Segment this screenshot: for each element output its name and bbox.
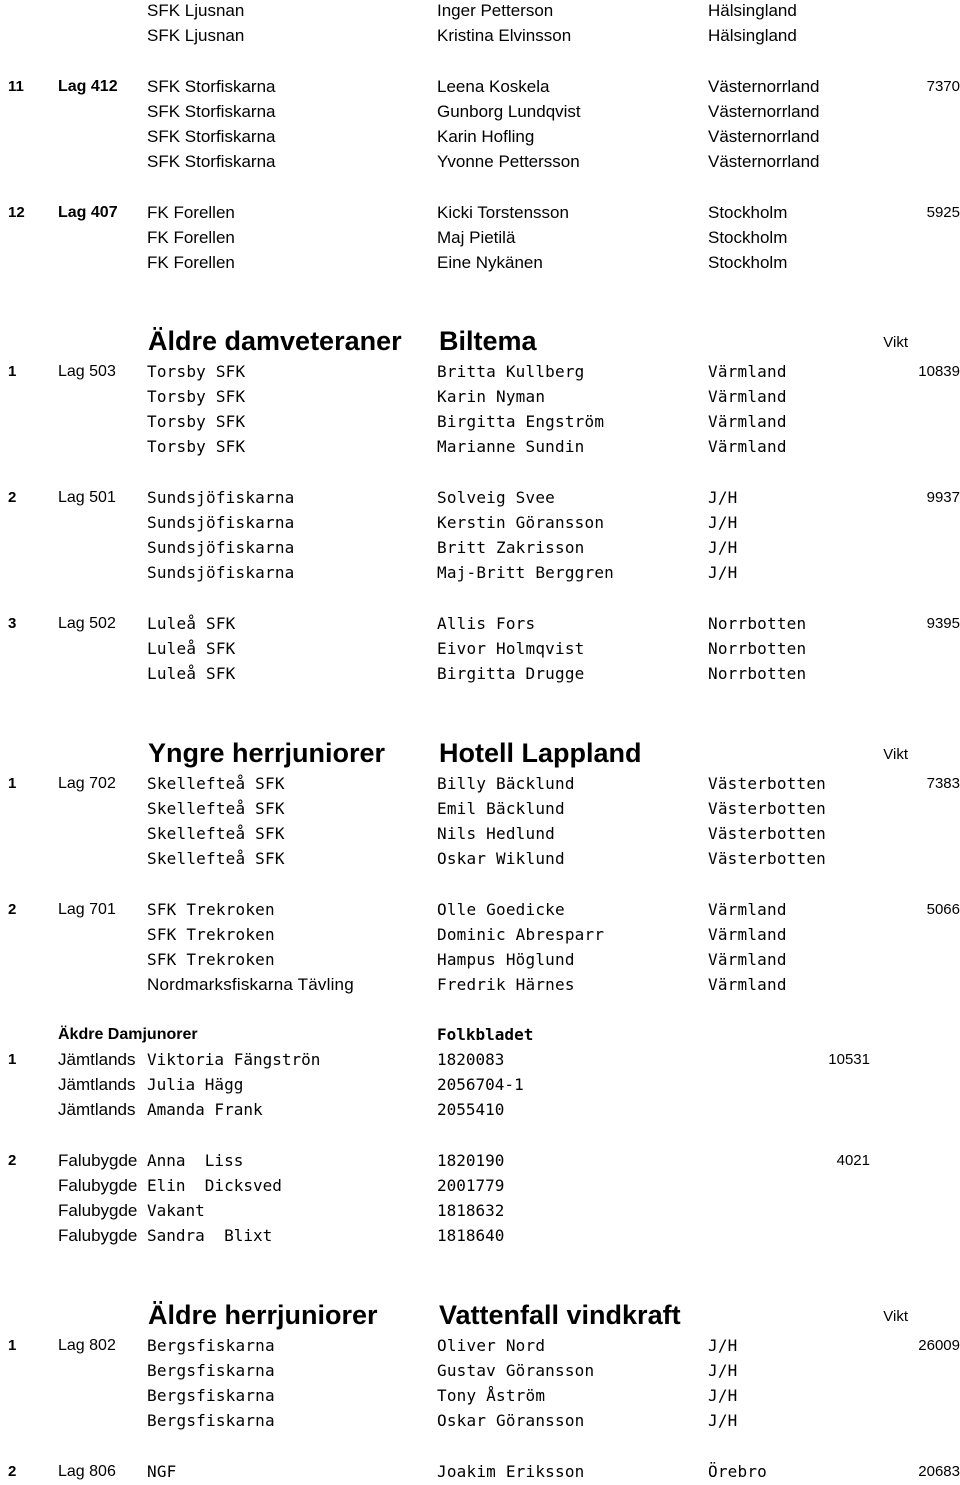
team-cell: Jämtlands xyxy=(58,1075,136,1094)
rank-cell: 2 xyxy=(8,1463,17,1480)
name-cell: Anna Liss xyxy=(147,1151,244,1170)
name-cell: Nils Hedlund xyxy=(437,824,555,843)
weight-cell: 4021 xyxy=(836,1152,870,1169)
name-cell: Olle Goedicke xyxy=(437,900,565,919)
district-cell: Stockholm xyxy=(708,203,788,222)
district-cell: Västernorrland xyxy=(708,152,820,171)
district-cell: Västerbotten xyxy=(708,799,826,818)
club-cell: SFK Trekroken xyxy=(147,925,275,944)
club-cell: Luleå SFK xyxy=(147,664,236,683)
club-cell: Bergsfiskarna xyxy=(147,1386,275,1405)
weight-cell: 26009 xyxy=(918,1337,960,1354)
team-cell: Lag 503 xyxy=(58,363,116,380)
club-cell: Bergsfiskarna xyxy=(147,1361,275,1380)
club-cell: Nordmarksfiskarna Tävling xyxy=(147,975,354,994)
district-cell: Norrbotten xyxy=(708,664,807,683)
district-cell: Västernorrland xyxy=(708,77,820,96)
team-cell: Falubygde xyxy=(58,1201,138,1220)
name-cell: Birgitta Engström xyxy=(437,412,605,431)
district-cell: Värmland xyxy=(708,387,787,406)
weight-cell: 5066 xyxy=(926,901,960,918)
district-cell: Norrbotten xyxy=(708,639,807,658)
name-cell: Gunborg Lundqvist xyxy=(437,102,581,121)
table-row xyxy=(0,949,960,973)
table-row xyxy=(0,613,960,637)
club-cell: Torsby SFK xyxy=(147,362,246,381)
category-title: Äldre damveteraner xyxy=(148,326,402,356)
district-cell: J/H xyxy=(708,1411,738,1430)
team-cell: Falubygde xyxy=(58,1226,138,1245)
team-cell: Lag 701 xyxy=(58,901,116,918)
table-row xyxy=(0,562,960,586)
club-cell: Torsby SFK xyxy=(147,437,246,456)
club-cell: NGF xyxy=(147,1462,177,1481)
table-row xyxy=(0,252,960,276)
name-cell: Allis Fors xyxy=(437,614,536,633)
club-cell: SFK Storfiskarna xyxy=(147,77,276,96)
table-row xyxy=(0,537,960,561)
club-cell: Skellefteå SFK xyxy=(147,774,285,793)
district-cell: J/H xyxy=(708,1336,738,1355)
weight-cell: 20683 xyxy=(918,1463,960,1480)
name-cell: Yvonne Pettersson xyxy=(437,152,580,171)
rank-cell: 3 xyxy=(8,615,17,632)
weight-cell: 5925 xyxy=(926,204,960,221)
club-cell: SFK Trekroken xyxy=(147,950,275,969)
club-cell: Skellefteå SFK xyxy=(147,799,285,818)
table-row xyxy=(0,974,960,998)
category-title: Äkdre Damjunorer xyxy=(58,1026,198,1043)
table-row xyxy=(0,126,960,150)
district-cell: Värmland xyxy=(708,362,787,381)
sponsor-title: Vattenfall vindkraft xyxy=(439,1300,681,1330)
rank-cell: 1 xyxy=(8,1337,17,1354)
name-cell: Gustav Göransson xyxy=(437,1361,595,1380)
name-cell: Marianne Sundin xyxy=(437,437,585,456)
name-cell: Tony Åström xyxy=(437,1386,546,1405)
district-cell: Hälsingland xyxy=(708,1,797,20)
rank-cell: 1 xyxy=(8,775,17,792)
weight-cell: 10531 xyxy=(828,1051,870,1068)
table-row xyxy=(0,1049,960,1073)
name-cell: Julia Hägg xyxy=(147,1075,244,1094)
table-row xyxy=(0,1175,960,1199)
district-cell: Västernorrland xyxy=(708,127,820,146)
rank-cell: 11 xyxy=(8,78,24,95)
section-header xyxy=(0,735,960,771)
club-cell: Skellefteå SFK xyxy=(147,849,285,868)
name-cell: Dominic Abresparr xyxy=(437,925,605,944)
license-cell: 1820190 xyxy=(437,1151,505,1170)
table-row xyxy=(0,0,960,24)
table-row xyxy=(0,1225,960,1249)
table-row xyxy=(0,638,960,662)
team-cell: Lag 412 xyxy=(58,78,118,95)
table-row xyxy=(0,924,960,948)
club-cell: Sundsjöfiskarna xyxy=(147,513,295,532)
table-row xyxy=(0,202,960,226)
club-cell: Sundsjöfiskarna xyxy=(147,488,295,507)
rank-cell: 2 xyxy=(8,901,17,918)
name-cell: Kicki Torstensson xyxy=(437,203,569,222)
table-row xyxy=(0,411,960,435)
rank-cell: 2 xyxy=(8,1152,17,1169)
table-row xyxy=(0,1074,960,1098)
district-cell: Värmland xyxy=(708,950,787,969)
rank-cell: 12 xyxy=(8,204,25,221)
club-cell: Sundsjöfiskarna xyxy=(147,538,295,557)
name-cell: Oskar Wiklund xyxy=(437,849,565,868)
name-cell: Leena Koskela xyxy=(437,77,550,96)
section-header xyxy=(0,1024,960,1048)
name-cell: Joakim Eriksson xyxy=(437,1462,585,1481)
weight-header: Vikt xyxy=(883,1308,908,1325)
table-row xyxy=(0,25,960,49)
license-cell: 1820083 xyxy=(437,1050,505,1069)
team-cell: Lag 802 xyxy=(58,1337,116,1354)
club-cell: Bergsfiskarna xyxy=(147,1411,275,1430)
name-cell: Emil Bäcklund xyxy=(437,799,565,818)
district-cell: Västernorrland xyxy=(708,102,820,121)
name-cell: Maj Pietilä xyxy=(437,228,516,247)
name-cell: Vakant xyxy=(147,1201,205,1220)
weight-header: Vikt xyxy=(883,334,908,351)
name-cell: Sandra Blixt xyxy=(147,1226,273,1245)
license-cell: 1818640 xyxy=(437,1226,505,1245)
name-cell: Oliver Nord xyxy=(437,1336,546,1355)
table-row xyxy=(0,1200,960,1224)
rank-cell: 1 xyxy=(8,363,17,380)
name-cell: Maj-Britt Berggren xyxy=(437,563,614,582)
district-cell: Värmland xyxy=(708,900,787,919)
category-title: Äldre herrjuniorer xyxy=(148,1300,378,1330)
district-cell: Stockholm xyxy=(708,253,788,272)
district-cell: J/H xyxy=(708,563,738,582)
weight-cell: 9937 xyxy=(926,489,960,506)
table-row xyxy=(0,151,960,175)
license-cell: 1818632 xyxy=(437,1201,505,1220)
license-cell: 2001779 xyxy=(437,1176,505,1195)
weight-cell: 7383 xyxy=(926,775,960,792)
club-cell: SFK Storfiskarna xyxy=(147,102,276,121)
weight-cell: 7370 xyxy=(926,78,960,95)
team-cell: Falubygde xyxy=(58,1151,138,1170)
name-cell: Karin Hofling xyxy=(437,127,535,146)
club-cell: Luleå SFK xyxy=(147,639,236,658)
district-cell: J/H xyxy=(708,1386,738,1405)
district-cell: Stockholm xyxy=(708,228,788,247)
club-cell: Sundsjöfiskarna xyxy=(147,563,295,582)
name-cell: Britta Kullberg xyxy=(437,362,585,381)
district-cell: Värmland xyxy=(708,412,787,431)
table-row xyxy=(0,1335,960,1359)
name-cell: Amanda Frank xyxy=(147,1100,263,1119)
district-cell: Västerbotten xyxy=(708,824,826,843)
district-cell: J/H xyxy=(708,538,738,557)
table-row xyxy=(0,1150,960,1174)
district-cell: Norrbotten xyxy=(708,614,807,633)
district-cell: J/H xyxy=(708,488,738,507)
club-cell: SFK Storfiskarna xyxy=(147,152,276,171)
district-cell: Västerbotten xyxy=(708,774,826,793)
name-cell: Solveig Svee xyxy=(437,488,555,507)
team-cell: Jämtlands xyxy=(58,1050,136,1069)
team-cell: Jämtlands xyxy=(58,1100,136,1119)
section-header xyxy=(0,1297,960,1333)
weight-cell: 9395 xyxy=(926,615,960,632)
name-cell: Karin Nyman xyxy=(437,387,546,406)
license-cell: 2055410 xyxy=(437,1100,505,1119)
category-title: Yngre herrjuniorer xyxy=(148,738,386,768)
table-row xyxy=(0,798,960,822)
license-cell: 2056704-1 xyxy=(437,1075,524,1094)
table-row xyxy=(0,101,960,125)
name-cell: Birgitta Drugge xyxy=(437,664,585,683)
name-cell: Kerstin Göransson xyxy=(437,513,605,532)
name-cell: Inger Petterson xyxy=(437,1,554,20)
district-cell: Värmland xyxy=(708,437,787,456)
name-cell: Britt Zakrisson xyxy=(437,538,585,557)
section-header xyxy=(0,323,960,359)
name-cell: Eine Nykänen xyxy=(437,253,543,272)
team-cell: Lag 501 xyxy=(58,489,116,506)
club-cell: FK Forellen xyxy=(147,228,235,247)
table-row xyxy=(0,773,960,797)
table-row xyxy=(0,386,960,410)
table-row xyxy=(0,848,960,872)
name-cell: Fredrik Härnes xyxy=(437,975,575,994)
team-cell: Lag 806 xyxy=(58,1463,116,1480)
team-cell: Lag 502 xyxy=(58,615,116,632)
name-cell: Elin Dicksved xyxy=(147,1176,282,1195)
table-row xyxy=(0,436,960,460)
name-cell: Eivor Holmqvist xyxy=(437,639,585,658)
club-cell: Bergsfiskarna xyxy=(147,1336,275,1355)
district-cell: Västerbotten xyxy=(708,849,826,868)
club-cell: SFK Ljusnan xyxy=(147,1,245,20)
rank-cell: 2 xyxy=(8,489,17,506)
table-row xyxy=(0,361,960,385)
table-row xyxy=(0,1461,960,1485)
table-row xyxy=(0,663,960,687)
district-cell: Värmland xyxy=(708,975,787,994)
table-row xyxy=(0,76,960,100)
club-cell: SFK Storfiskarna xyxy=(147,127,276,146)
name-cell: Oskar Göransson xyxy=(437,1411,585,1430)
table-row xyxy=(0,1385,960,1409)
club-cell: Skellefteå SFK xyxy=(147,824,285,843)
table-row xyxy=(0,899,960,923)
sponsor-title: Hotell Lappland xyxy=(439,738,642,768)
weight-cell: 10839 xyxy=(918,363,960,380)
table-row xyxy=(0,1360,960,1384)
club-cell: Luleå SFK xyxy=(147,614,236,633)
club-cell: FK Forellen xyxy=(147,253,235,272)
club-cell: Torsby SFK xyxy=(147,387,246,406)
table-row xyxy=(0,512,960,536)
club-cell: SFK Ljusnan xyxy=(147,26,245,45)
name-cell: Kristina Elvinsson xyxy=(437,26,572,45)
district-cell: J/H xyxy=(708,1361,738,1380)
weight-header: Vikt xyxy=(883,746,908,763)
name-cell: Billy Bäcklund xyxy=(437,774,575,793)
team-cell: Lag 407 xyxy=(58,204,118,221)
club-cell: SFK Trekroken xyxy=(147,900,275,919)
table-row xyxy=(0,1099,960,1123)
club-cell: Torsby SFK xyxy=(147,412,246,431)
table-row xyxy=(0,823,960,847)
sponsor-title: Biltema xyxy=(439,326,537,356)
district-cell: J/H xyxy=(708,513,738,532)
district-cell: Hälsingland xyxy=(708,26,797,45)
club-cell: FK Forellen xyxy=(147,203,235,222)
name-cell: Hampus Höglund xyxy=(437,950,575,969)
district-cell: Örebro xyxy=(708,1462,767,1481)
table-row xyxy=(0,227,960,251)
team-cell: Falubygde xyxy=(58,1176,138,1195)
team-cell: Lag 702 xyxy=(58,775,116,792)
district-cell: Värmland xyxy=(708,925,787,944)
rank-cell: 1 xyxy=(8,1051,17,1068)
name-cell: Viktoria Fängströn xyxy=(147,1050,321,1069)
sponsor-title: Folkbladet xyxy=(437,1025,534,1044)
table-row xyxy=(0,487,960,511)
table-row xyxy=(0,1410,960,1434)
